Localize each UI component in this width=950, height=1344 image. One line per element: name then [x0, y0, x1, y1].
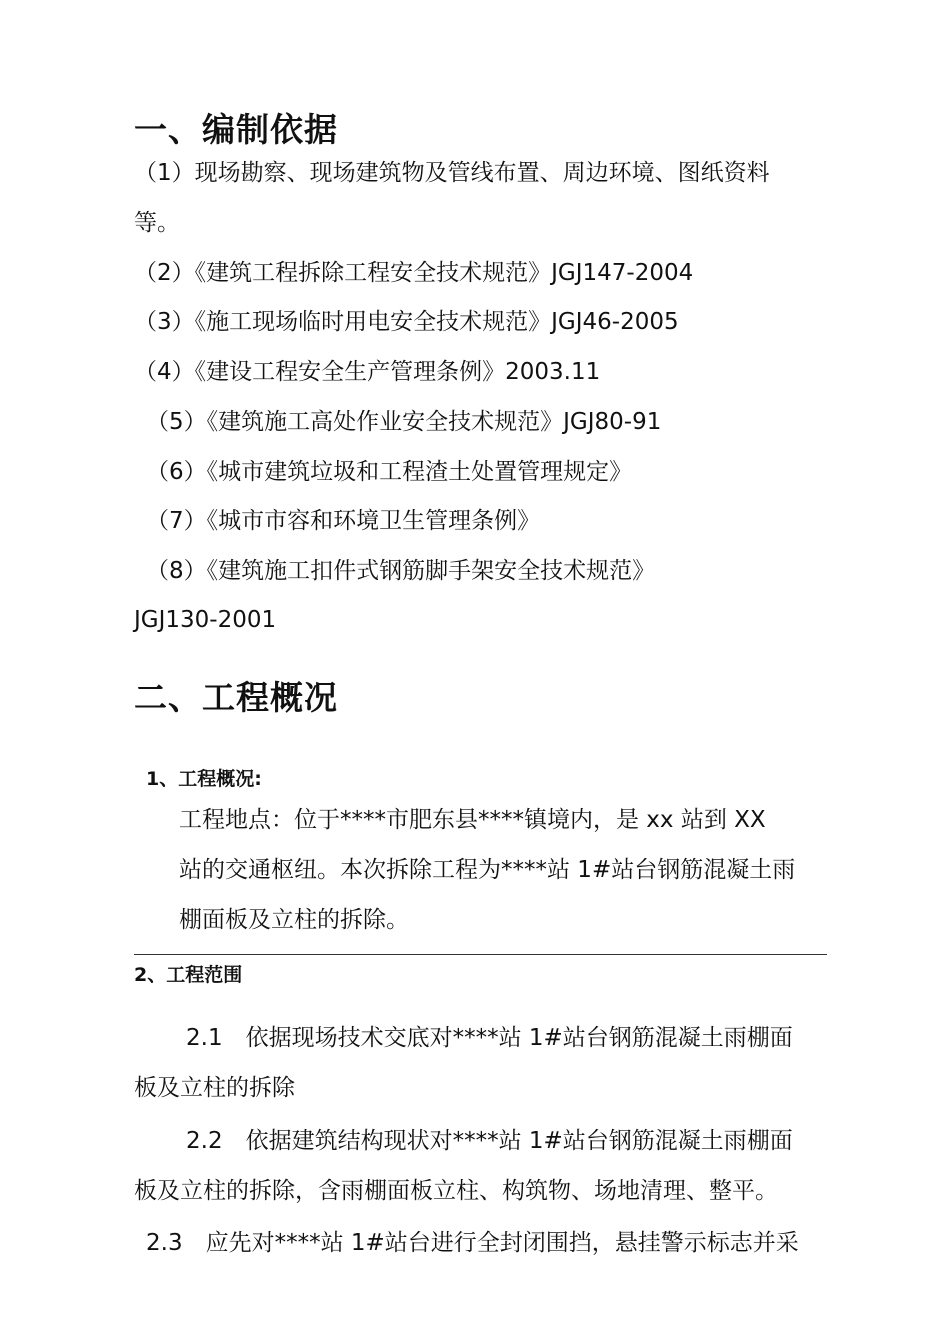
scope-line-4: 板及立柱的拆除，含雨棚面板立柱、构筑物、场地清理、整平。: [134, 1178, 778, 1204]
scope-line-5: 2.3 应先对****站 1#站台进行全封闭围挡，悬挂警示标志并采: [146, 1230, 799, 1256]
overview-line-2: 站的交通枢纽。本次拆除工程为****站 1#站台钢筋混凝土雨: [179, 857, 796, 883]
section-divider: [134, 954, 827, 955]
reference-item-4: （4）《建设工程安全生产管理条例》2003.11: [134, 359, 601, 385]
subsection-2-heading: 2、工程范围: [134, 964, 243, 986]
reference-item-3: （3）《施工现场临时用电安全技术规范》JGJ46-2005: [134, 309, 679, 335]
reference-item-8-cont: JGJ130-2001: [134, 607, 277, 633]
reference-item-1: （1）现场勘察、现场建筑物及管线布置、周边环境、图纸资料: [134, 160, 770, 186]
reference-item-8: （8）《建筑施工扣件式钢筋脚手架安全技术规范》: [146, 558, 656, 584]
overview-line-1: 工程地点：位于****市肥东县****镇境内，是 xx 站到 XX: [179, 807, 766, 833]
section-2-title: 二、工程概况: [134, 678, 338, 717]
scope-line-2: 板及立柱的拆除: [134, 1075, 295, 1101]
overview-line-3: 棚面板及立柱的拆除。: [179, 907, 409, 933]
scope-line-3: 2.2 依据建筑结构现状对****站 1#站台钢筋混凝土雨棚面: [186, 1128, 793, 1154]
reference-item-1-cont: 等。: [134, 210, 180, 236]
section-1-title: 一、编制依据: [134, 110, 338, 149]
scope-line-1: 2.1 依据现场技术交底对****站 1#站台钢筋混凝土雨棚面: [186, 1025, 793, 1051]
subsection-1-heading: 1、工程概况:: [146, 768, 262, 790]
reference-item-7: （7）《城市市容和环境卫生管理条例》: [146, 508, 541, 534]
reference-item-6: （6）《城市建筑垃圾和工程渣土处置管理规定》: [146, 459, 633, 485]
reference-item-2: （2）《建筑工程拆除工程安全技术规范》JGJ147-2004: [134, 260, 694, 286]
reference-item-5: （5）《建筑施工高处作业安全技术规范》JGJ80-91: [146, 409, 662, 435]
